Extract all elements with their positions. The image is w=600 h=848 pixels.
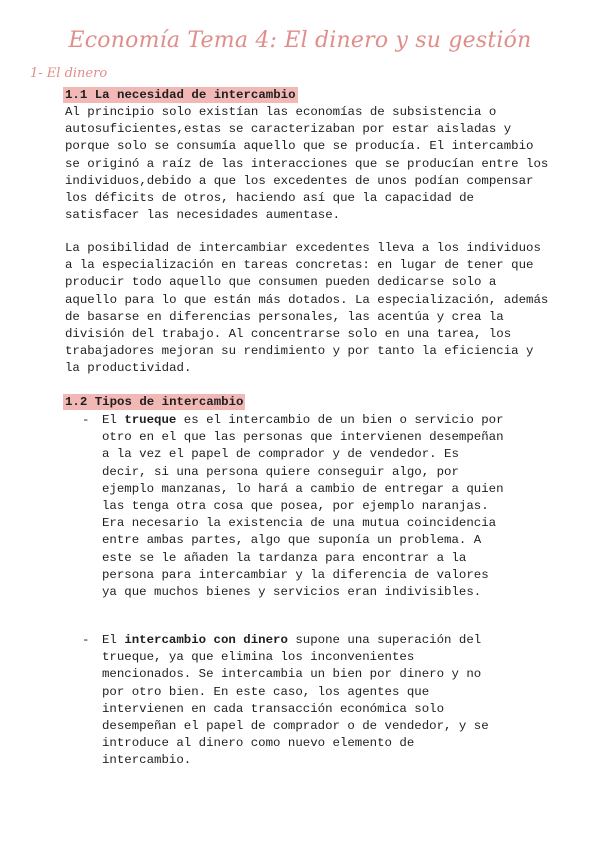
subsection-heading-1: 1.1 La necesidad de intercambio [65,88,296,102]
bullet-dash: - [82,413,90,427]
paragraph-1: Al principio solo existían las economías de subsistencia o autosuficientes,estas se caracterizaban por estar aisladas y porque solo se consumía aquello que se producía. El intercambio se originó a raíz de las interacciones que se producían entre los individuos,debido a que los excedentes de unos podían compensar los déficits de otros, haciendo así que la capacidad de satisfacer las necesidades aumentase. [65,105,549,223]
list-item-text [102,412,504,601]
bold-term: trueque [124,413,177,427]
list-item-post: supone una superación del trueque, ya que elimina los inconvenientes mencionados. Se intercambia un bien por dinero y no por otro bien. En este caso, los agentes que intervienen en cada transacción económica solo desempeñan el papel de comprador o de vendedor, y se introduce al dinero como nuevo elemento de intercambio. [102,633,489,768]
list-item-pre: El [102,413,125,427]
subsection-heading-2: 1.2 Tipos de intercambio [65,395,244,409]
bold-term: intercambio con dinero [124,633,288,647]
list-item-pre: El [102,633,125,647]
list-item-post: es el intercambio de un bien o servicio por otro en el que las personas que intervienen desempeñan a la vez el papel de comprador y de vendedor. Es decir, si una persona quiere conseguir algo, por ejemplo manzanas, lo hará a cambio de entregar a quien las tenga otra cosa que posea, por ejemplo naranjas. Era necesario la existencia de una mutua coincidencia entre ambas partes, algo que suponía un problema. A este se le añaden la tardanza para encontrar a la persona para intercambiar y la diferencia de valores ya que muchos bienes y servicios eran indivisibles. [102,413,504,600]
document-title: Economía Tema 4: El dinero y su gestión [68,28,532,53]
paragraph-2: La posibilidad de intercambiar excedentes lleva a los individuos a la especialización en tareas concretas: en lugar de tener que producir todo aquello que consumen pueden dedicarse solo a aquello para lo que están más dotados. La especialización, además de basarse en diferencias personales, las acentúa y crea la división del trabajo. Al concentrarse solo en una tarea, los trabajadores mejoran su rendimiento y por tanto la eficiencia y la productividad. [65,241,549,376]
bullet-dash: - [82,633,90,647]
list-item-text [102,632,489,770]
section-heading: 1- El dinero [30,66,108,81]
